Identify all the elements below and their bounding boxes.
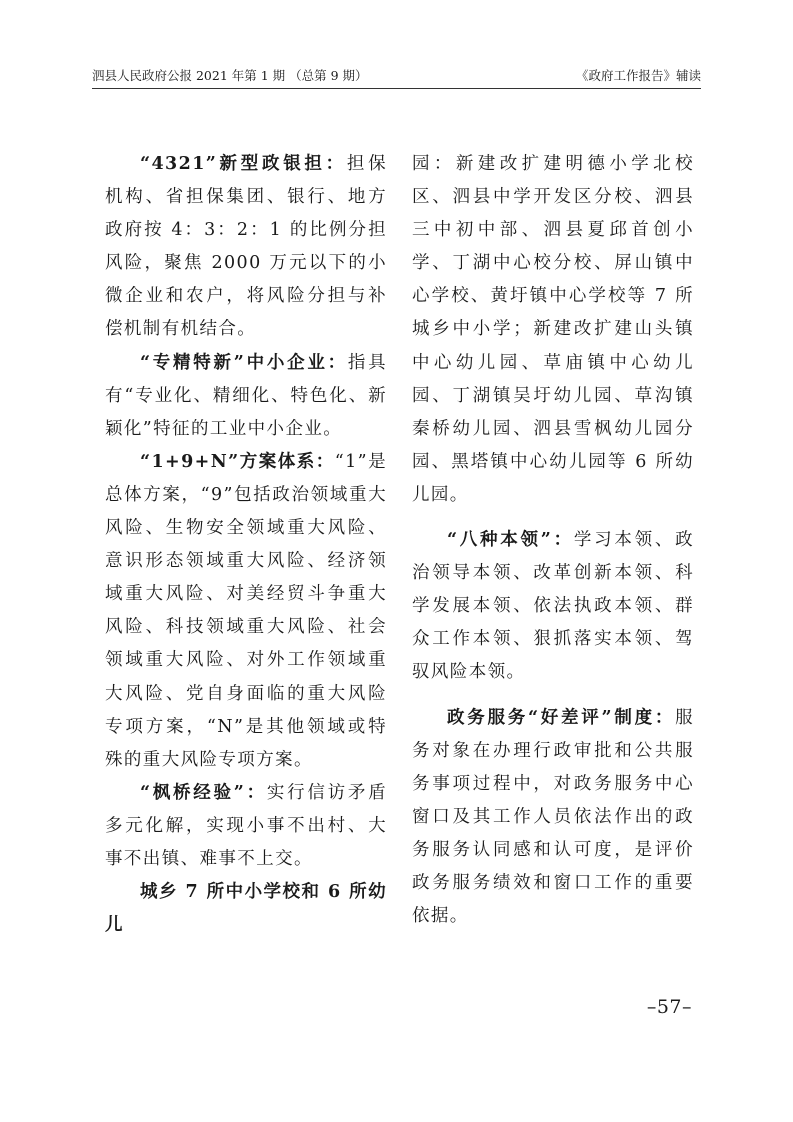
glossary-entry — [105, 446, 387, 777]
page-number: –57– — [646, 996, 692, 1018]
glossary-entry — [105, 777, 387, 876]
left-column — [105, 148, 387, 942]
glossary-entry — [412, 702, 694, 934]
glossary-entry — [105, 347, 387, 446]
glossary-term: “1+9+N”方案体系： — [140, 451, 335, 472]
glossary-entry — [412, 524, 694, 689]
glossary-definition: 担保机构、省担保集团、银行、地方政府按 4：3：2：1 的比例分担风险，聚焦 2000 万元以下的小微企业和农户，将风险分担与补偿机制有机结合。 — [105, 154, 387, 340]
page-header — [92, 66, 701, 89]
glossary-definition: 指具有“专业化、精细化、特色化、新颖化”特征的工业中小企业。 — [105, 352, 387, 439]
glossary-definition: 服务对象在办理行政审批和公共服务事项过程中，对政务服务中心窗口及其工作人员依法作出的政务服务认同感和认可度，是评价政务服务绩效和窗口工作的重要依据。 — [412, 707, 694, 927]
header-section-title: 《政府工作报告》辅读 — [575, 68, 701, 83]
glossary-term: “枫桥经验”： — [140, 782, 267, 803]
glossary-entry-continued — [412, 148, 694, 512]
header-publication-title: 泗县人民政府公报 2021 年第 1 期 （总第 9 期） — [92, 68, 368, 83]
glossary-definition: “1”是总体方案，“9”包括政治领域重大风险、生物安全领域重大风险、意识形态领域重大风险、经济领域重大风险、对美经贸斗争重大风险、科技领域重大风险、社会领域重大风险、对外工作领域重大风险、党自身面临的重大风险专项方案，“N”是其他领域或特殊的重大风险专项方案。 — [105, 451, 387, 770]
glossary-definition: 学习本领、政治领导本领、改革创新本领、科学发展本领、依法执政本领、群众工作本领、狠抓落实本领、驾驭风险本领。 — [412, 530, 694, 683]
right-column — [412, 148, 694, 933]
glossary-term: 城乡 7 所中小学校和 6 所幼儿 — [105, 882, 387, 936]
glossary-definition: 实行信访矛盾多元化解，实现小事不出村、大事不出镇、难事不上交。 — [105, 782, 387, 869]
glossary-definition: 园：新建改扩建明德小学北校区、泗县中学开发区分校、泗县三中初中部、泗县夏邱首创小学、丁湖中心校分校、屏山镇中心学校、黄圩镇中心学校等 7 所城乡中小学；新建改扩建山头镇中心幼儿园、草庙镇中心幼儿园、丁湖镇吴圩幼儿园、草沟镇秦桥幼儿园、泗县雪枫幼儿园分园、黑塔镇中心幼儿园等 6 所幼儿园。 — [412, 154, 694, 505]
glossary-entry — [105, 876, 387, 942]
glossary-term: “专精特新”中小企业： — [140, 352, 348, 373]
glossary-term: “八种本领”： — [447, 530, 574, 551]
glossary-term: “4321”新型政银担： — [140, 154, 347, 174]
glossary-term: 政务服务“好差评”制度： — [447, 707, 676, 728]
glossary-entry — [105, 148, 387, 347]
